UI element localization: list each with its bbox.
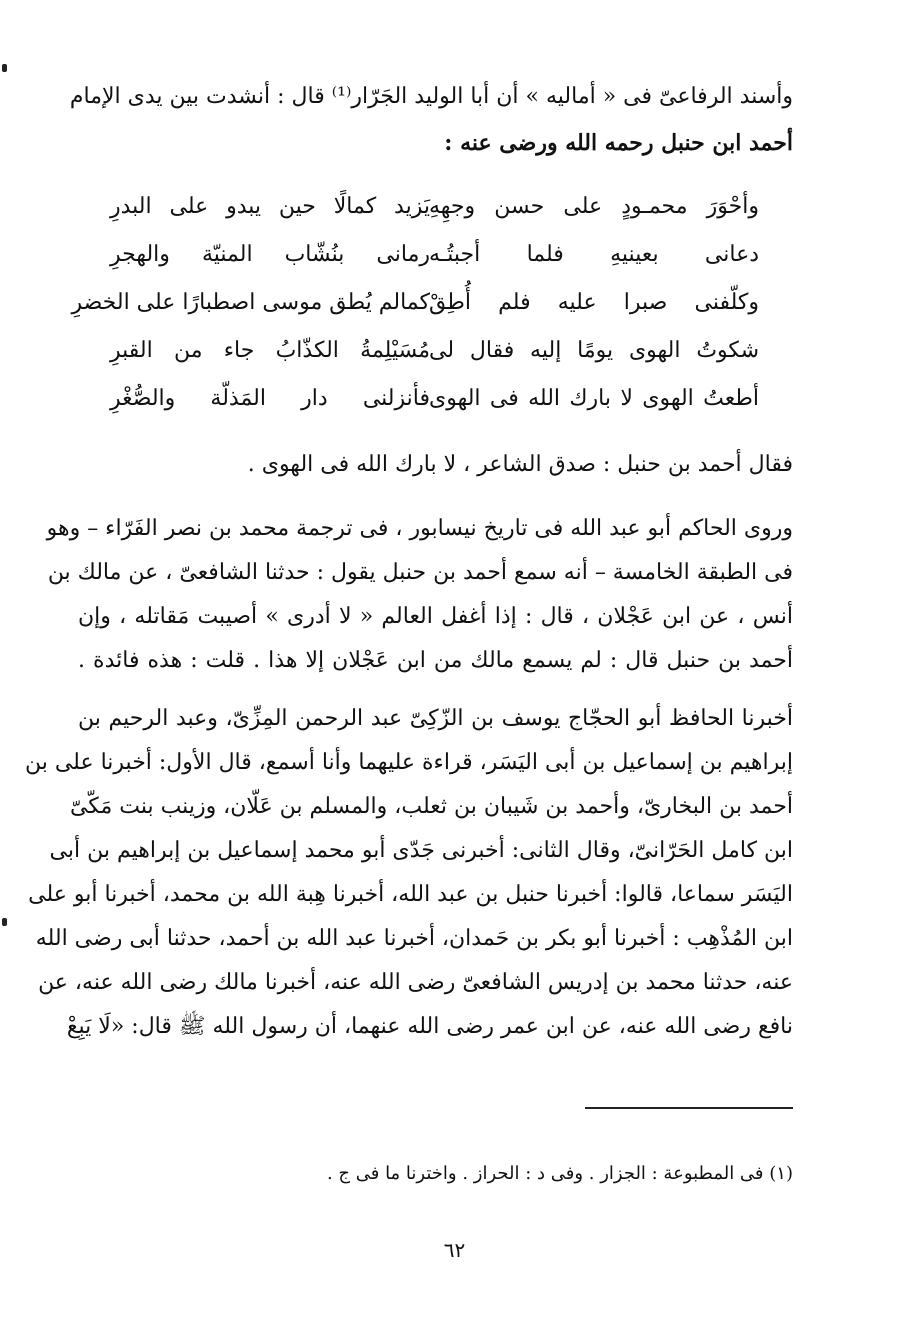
verse-hemistich-first: أطعتُ الهوى لا بارك الله فى الهوى bbox=[429, 386, 759, 411]
verse-hemistich-first: شكوتُ الهوى يومًا إليه فقال لى bbox=[429, 338, 759, 363]
paragraph-line: إبراهيم بن إسماعيل بن أبى اليَسَر، قراءة عليهما وأنا أسمع، قال الأول: أخبرنا على بن bbox=[24, 750, 793, 775]
paragraph-line: ابن كامل الحَرّانىّ، وقال الثانى: أخبرنى جَدّى أبو محمد إسماعيل بن إبراهيم بن أبى bbox=[49, 838, 793, 863]
scan-speck bbox=[2, 64, 7, 72]
paragraph-line: وروى الحاكم أبو عبد الله فى تاريخ نيسابور ، فى ترجمة محمد بن نصر الفَرّاء – وهو bbox=[46, 516, 793, 541]
paragraph-line: عنه، حدثنا محمد بن إدريس الشافعىّ رضى الله عنه، أخبرنا مالك رضى الله عنه، عن bbox=[38, 970, 793, 995]
paragraph-line: فى الطبقة الخامسة – أنه سمع أحمد بن حنبل يقول : حدثنا الشافعىّ ، عن مالك بن bbox=[47, 560, 793, 585]
paragraph-line: أخبرنا الحافظ أبو الحجّاج يوسف بن الزّكِىّ عبد الرحمن المِزِّىّ، وعبد الرحيم بن bbox=[78, 706, 793, 731]
intro-line: وأسند الرفاعىّ فى « أماليه » أن أبا الوليد الجَرّار⁽¹⁾ قال : أنشدت بين يدى الإمام bbox=[69, 84, 793, 109]
paragraph-line: أحمد بن البخارىّ، وأحمد بن شَيبان بن ثعلب، والمسلم بن عَلّان، وزينب بنت مَكّىّ bbox=[69, 794, 793, 819]
verse-hemistich-first: وأحْوَرَ محمـودٍ على حسن وجهِهِ bbox=[429, 194, 759, 219]
paragraph-line: أنس ، عن ابن عَجْلان ، قال : إذا أغفل العالم « لا أدرى » أصيبت مَقاتله ، وإن bbox=[78, 604, 793, 629]
verse-comment: فقال أحمد بن حنبل : صدق الشاعر ، لا بارك الله فى الهوى . bbox=[247, 452, 793, 477]
verse-hemistich-first: وكلّفنى صبرا عليه فلم أُطِقْ bbox=[429, 290, 759, 315]
verse-hemistich-second: كمالم يُطق موسى اصطبارًا على الخضرِ bbox=[71, 290, 430, 315]
paragraph-line: ابن المُذْهِب : أخبرنا أبو بكر بن حَمدان، أخبرنا عبد الله بن أحمد، حدثنا أبى رضى الله bbox=[35, 926, 793, 951]
footnote-rule bbox=[585, 1107, 793, 1109]
verse-hemistich-first: دعانى بعينيهِ فلما أجبتُـه bbox=[429, 242, 759, 267]
footnote: (١) فى المطبوعة : الجزار . وفى د : الحراز . واخترنا ما فى ج . bbox=[326, 1163, 793, 1184]
verse-hemistich-second: رمانى بنُشّاب المنيّة والهجرِ bbox=[110, 242, 430, 267]
paragraph-line: نافع رضى الله عنه، عن ابن عمر رضى الله عنهما، أن رسول الله ﷺ قال: «لَا يَبِعْ bbox=[66, 1014, 793, 1039]
scan-speck bbox=[2, 918, 7, 926]
paragraph-line: أحمد بن حنبل قال : لم يسمع مالك من ابن عَجْلان إلا هذا . قلت : هذه فائدة . bbox=[78, 648, 793, 673]
verse-hemistich-second: مُسَيْلِمةُ الكذّابُ جاء من القبرِ bbox=[110, 338, 430, 363]
page-number: ٦٢ bbox=[443, 1238, 466, 1262]
verse-hemistich-second: يَزيد كمالًا حين يبدو على البدرِ bbox=[110, 194, 430, 219]
intro-line: أحمد ابن حنبل رحمه الله ورضى عنه : bbox=[444, 130, 793, 156]
verse-hemistich-second: فأنزلنى دار المَذلّة والصُّغْرِ bbox=[110, 386, 430, 411]
paragraph-line: اليَسَر سماعا، قالوا: أخبرنا حنبل بن عبد الله، أخبرنا هِبة الله بن محمد، أخبرنا أبو على bbox=[28, 882, 793, 907]
